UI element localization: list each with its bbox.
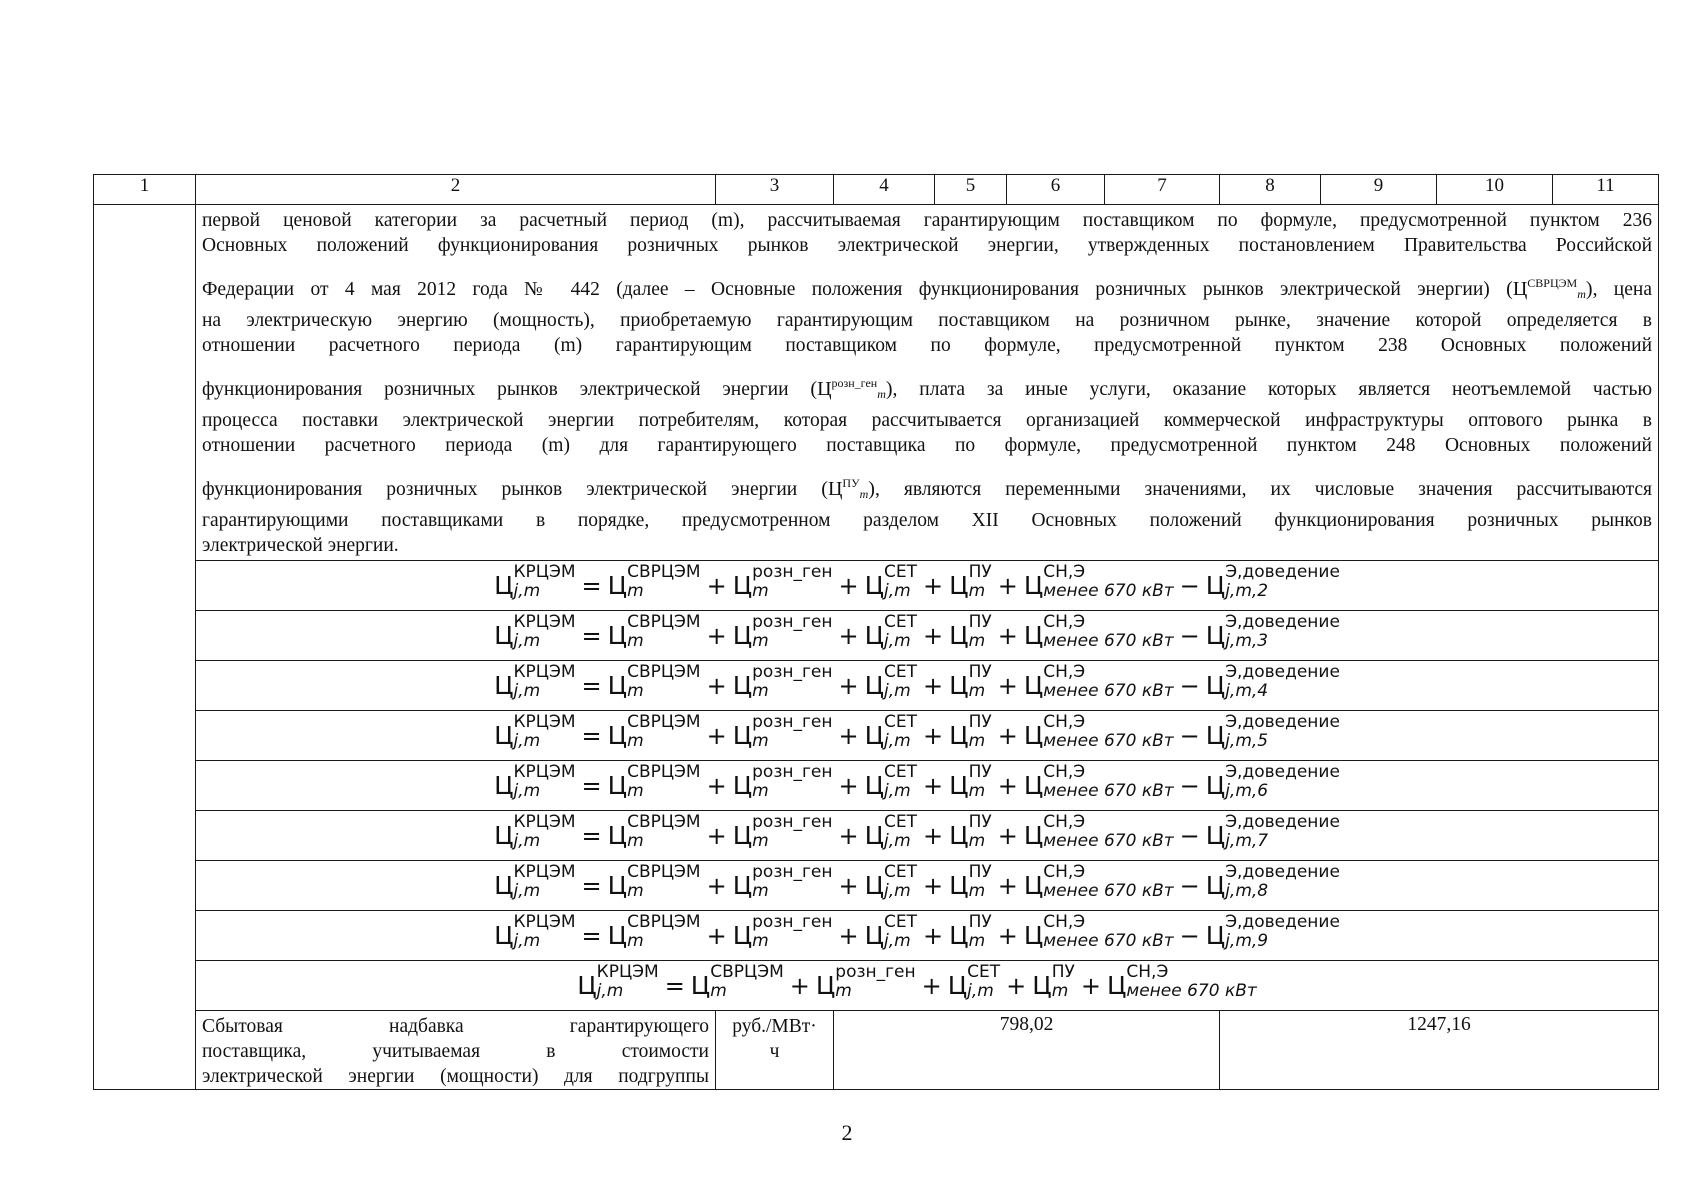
term-krcem: Ц КРЦЭМ j,m bbox=[494, 661, 576, 701]
operator: + bbox=[997, 571, 1018, 600]
markup-row bbox=[94, 1011, 1659, 1090]
main-table bbox=[93, 174, 1659, 1090]
col-header-2: 2 bbox=[196, 175, 716, 205]
value-cell-1: 798,02 bbox=[834, 1011, 1220, 1090]
operator: − bbox=[1179, 721, 1200, 750]
formula-row bbox=[94, 811, 1659, 861]
term-pu: Ц ПУ m bbox=[949, 761, 992, 801]
operator: − bbox=[1179, 571, 1200, 600]
col-header-6: 6 bbox=[1007, 175, 1105, 205]
operator: + bbox=[838, 821, 859, 850]
term-set: Ц СЕТ j,m bbox=[864, 711, 918, 751]
operator: + bbox=[923, 821, 944, 850]
operator: + bbox=[706, 671, 727, 700]
term-krcem: Ц КРЦЭМ j,m bbox=[494, 811, 576, 851]
formula-cell bbox=[196, 561, 1659, 611]
term-pu: Ц ПУ m bbox=[949, 611, 992, 651]
operator: + bbox=[923, 771, 944, 800]
term-krcem: Ц КРЦЭМ j,m bbox=[494, 711, 576, 751]
operator: = bbox=[581, 871, 602, 900]
operator: + bbox=[838, 921, 859, 950]
price-symbol-rozn-gen: $(Ц^{розн\_ген}_m)$ bbox=[810, 376, 893, 401]
operator: + bbox=[1006, 971, 1027, 1000]
term-dovedenie: Ц Э,доведение j,m,5 bbox=[1205, 711, 1340, 751]
term-rozn-gen: Ц розн_ген m bbox=[732, 561, 833, 601]
operator: + bbox=[923, 621, 944, 650]
operator: = bbox=[581, 721, 602, 750]
operator: + bbox=[706, 621, 727, 650]
operator: − bbox=[1179, 821, 1200, 850]
col-header-5: 5 bbox=[935, 175, 1007, 205]
term-dovedenie: Ц Э,доведение j,m,6 bbox=[1205, 761, 1340, 801]
operator: + bbox=[789, 971, 810, 1000]
value-cell-2: 1247,16 bbox=[1220, 1011, 1659, 1090]
term-set: Ц СЕТ j,m bbox=[864, 611, 918, 651]
operator: = bbox=[581, 621, 602, 650]
operator: + bbox=[1080, 971, 1101, 1000]
term-krcem: Ц КРЦЭМ j,m bbox=[577, 961, 659, 1001]
term-pu: Ц ПУ m bbox=[949, 661, 992, 701]
operator: + bbox=[997, 671, 1018, 700]
term-dovedenie: Ц Э,доведение j,m,8 bbox=[1205, 861, 1340, 901]
formula bbox=[494, 911, 1340, 951]
term-set: Ц СЕТ j,m bbox=[864, 661, 918, 701]
formula-cell bbox=[196, 611, 1659, 661]
markup-label: Сбытовая надбавка гарантирующего поставщика, учитываемая в стоимости электрической энергии (мощности) для подгруппы bbox=[196, 1011, 716, 1090]
term-svrcem: Ц СВРЦЭМ m bbox=[690, 961, 784, 1001]
page-number: 2 bbox=[841, 1120, 853, 1145]
formula-cell bbox=[196, 811, 1659, 861]
operator: + bbox=[923, 871, 944, 900]
operator: + bbox=[838, 871, 859, 900]
col-header-10: 10 bbox=[1437, 175, 1553, 205]
operator: − bbox=[1179, 871, 1200, 900]
formula bbox=[494, 711, 1340, 751]
operator: + bbox=[706, 821, 727, 850]
col-header-8: 8 bbox=[1220, 175, 1321, 205]
operator: + bbox=[997, 921, 1018, 950]
text-line: процесса поставки электрической энергии потребителям, которая рассчитывается организацией коммерческой инфраструктуры оптового рынка в bbox=[202, 410, 1652, 431]
term-sn: Ц СН,Э менее 670 кВт bbox=[1106, 961, 1257, 1001]
operator: + bbox=[923, 721, 944, 750]
operator: + bbox=[921, 971, 942, 1000]
term-pu: Ц ПУ m bbox=[949, 811, 992, 851]
formula-cell bbox=[196, 961, 1659, 1011]
term-dovedenie: Ц Э,доведение j,m,4 bbox=[1205, 661, 1340, 701]
operator: = bbox=[581, 921, 602, 950]
formula bbox=[494, 661, 1340, 701]
formula-row-final bbox=[94, 961, 1659, 1011]
operator: + bbox=[838, 621, 859, 650]
text-line: гарантирующими поставщиками в порядке, предусмотренном разделом XII Основных положений функционирования розничных рынков bbox=[202, 510, 1652, 531]
term-svrcem: Ц СВРЦЭМ m bbox=[607, 611, 701, 651]
term-krcem: Ц КРЦЭМ j,m bbox=[494, 911, 576, 951]
operator: − bbox=[1179, 671, 1200, 700]
text-line: электрической энергии. bbox=[202, 534, 399, 556]
term-sn: Ц СН,Э менее 670 кВт bbox=[1023, 661, 1174, 701]
term-rozn-gen: Ц розн_ген m bbox=[732, 861, 833, 901]
operator: + bbox=[997, 721, 1018, 750]
operator: = bbox=[581, 571, 602, 600]
operator: + bbox=[838, 771, 859, 800]
term-krcem: Ц КРЦЭМ j,m bbox=[494, 611, 576, 651]
operator: + bbox=[838, 571, 859, 600]
operator: + bbox=[706, 921, 727, 950]
text-line: Основных положений функционирования розничных рынков электрической энергии, утвержденных постановлением Правительства Российской bbox=[202, 234, 1652, 256]
term-rozn-gen: Ц розн_ген m bbox=[732, 661, 833, 701]
operator: + bbox=[997, 771, 1018, 800]
term-svrcem: Ц СВРЦЭМ m bbox=[607, 561, 701, 601]
formula-row bbox=[94, 661, 1659, 711]
operator: − bbox=[1179, 921, 1200, 950]
term-rozn-gen: Ц розн_ген m bbox=[732, 911, 833, 951]
text-line: первой ценовой категории за расчетный период (m), рассчитываемая гарантирующим поставщиком по формуле, предусмотренной пунктом 236 bbox=[202, 210, 1652, 231]
term-svrcem: Ц СВРЦЭМ m bbox=[607, 711, 701, 751]
term-pu: Ц ПУ m bbox=[949, 861, 992, 901]
formula-row bbox=[94, 611, 1659, 661]
term-set: Ц СЕТ j,m bbox=[864, 811, 918, 851]
term-svrcem: Ц СВРЦЭМ m bbox=[607, 861, 701, 901]
formula-row bbox=[94, 911, 1659, 961]
formula bbox=[494, 861, 1340, 901]
formula-row bbox=[94, 861, 1659, 911]
term-svrcem: Ц СВРЦЭМ m bbox=[607, 661, 701, 701]
term-set: Ц СЕТ j,m bbox=[947, 961, 1001, 1001]
col-header-9: 9 bbox=[1321, 175, 1437, 205]
header-row bbox=[94, 175, 1659, 205]
term-svrcem: Ц СВРЦЭМ m bbox=[607, 811, 701, 851]
text-line: отношении расчетного периода (m) для гарантирующего поставщика по формуле, предусмотренной пунктом 248 Основных положений bbox=[202, 434, 1652, 456]
term-krcem: Ц КРЦЭМ j,m bbox=[494, 561, 576, 601]
term-svrcem: Ц СВРЦЭМ m bbox=[607, 911, 701, 951]
operator: + bbox=[923, 571, 944, 600]
term-set: Ц СЕТ j,m bbox=[864, 561, 918, 601]
formula-cell bbox=[196, 911, 1659, 961]
term-sn: Ц СН,Э менее 670 кВт bbox=[1023, 861, 1174, 901]
formula-cell bbox=[196, 711, 1659, 761]
operator: + bbox=[838, 721, 859, 750]
formula bbox=[494, 761, 1340, 801]
term-rozn-gen: Ц розн_ген m bbox=[732, 611, 833, 651]
first-column-cell bbox=[94, 205, 196, 1090]
term-pu: Ц ПУ m bbox=[949, 711, 992, 751]
term-sn: Ц СН,Э менее 670 кВт bbox=[1023, 761, 1174, 801]
formula-row bbox=[94, 761, 1659, 811]
formula bbox=[494, 561, 1340, 601]
operator: − bbox=[1179, 621, 1200, 650]
formula bbox=[494, 811, 1340, 851]
operator: + bbox=[923, 671, 944, 700]
term-rozn-gen: Ц розн_ген m bbox=[732, 761, 833, 801]
formula-row bbox=[94, 711, 1659, 761]
operator: + bbox=[706, 871, 727, 900]
col-header-4: 4 bbox=[834, 175, 935, 205]
text-line: функционирования розничных рынков электрической энергии $(Ц^{розн\_ген}_m)$, плата за иные услуги, оказание которых является неотъемлемой частью bbox=[202, 376, 1653, 401]
operator: = bbox=[664, 971, 685, 1000]
col-header-1: 1 bbox=[94, 175, 196, 205]
operator: + bbox=[997, 871, 1018, 900]
term-dovedenie: Ц Э,доведение j,m,2 bbox=[1205, 561, 1340, 601]
col-header-3: 3 bbox=[716, 175, 834, 205]
operator: + bbox=[706, 771, 727, 800]
term-rozn-gen: Ц розн_ген m bbox=[815, 961, 916, 1001]
term-sn: Ц СН,Э менее 670 кВт bbox=[1023, 811, 1174, 851]
text-line: Федерации от 4 мая 2012 года № 442 (далее – Основные положения функционирования розничных рынков электрической энергии) $(Ц^{СВРЦЭМ}_m)$, цена bbox=[202, 276, 1652, 301]
term-sn: Ц СН,Э менее 670 кВт bbox=[1023, 611, 1174, 651]
text-line: отношении расчетного периода (m) гарантирующим поставщиком по формуле, предусмотренной пунктом 238 Основных положений bbox=[202, 334, 1652, 356]
operator: = bbox=[581, 671, 602, 700]
term-pu: Ц ПУ m bbox=[1032, 961, 1075, 1001]
formula bbox=[577, 961, 1257, 1001]
text-line: функционирования розничных рынков электрической энергии $(Ц^{ПУ}_m)$, являются переменными значениями, их числовые значения рассчитываются bbox=[202, 476, 1652, 501]
formula-cell bbox=[196, 761, 1659, 811]
unit-cell: руб./МВт· ч bbox=[716, 1011, 834, 1090]
term-rozn-gen: Ц розн_ген m bbox=[732, 711, 833, 751]
operator: + bbox=[838, 671, 859, 700]
term-svrcem: Ц СВРЦЭМ m bbox=[607, 761, 701, 801]
term-dovedenie: Ц Э,доведение j,m,3 bbox=[1205, 611, 1340, 651]
formula-row bbox=[94, 561, 1659, 611]
operator: + bbox=[706, 721, 727, 750]
term-sn: Ц СН,Э менее 670 кВт bbox=[1023, 911, 1174, 951]
description-text bbox=[196, 205, 1659, 561]
text-line: на электрическую энергию (мощность), приобретаемую гарантирующим поставщиком на розничном рынке, значение которой определяется в bbox=[202, 310, 1652, 331]
term-pu: Ц ПУ m bbox=[949, 911, 992, 951]
col-header-11: 11 bbox=[1553, 175, 1659, 205]
operator: = bbox=[581, 771, 602, 800]
operator: + bbox=[706, 571, 727, 600]
term-dovedenie: Ц Э,доведение j,m,9 bbox=[1205, 911, 1340, 951]
term-sn: Ц СН,Э менее 670 кВт bbox=[1023, 711, 1174, 751]
term-set: Ц СЕТ j,m bbox=[864, 761, 918, 801]
formula-cell bbox=[196, 661, 1659, 711]
term-rozn-gen: Ц розн_ген m bbox=[732, 811, 833, 851]
text-row bbox=[94, 205, 1659, 561]
price-symbol-pu: $(Ц^{ПУ}_m)$ bbox=[821, 476, 875, 501]
operator: + bbox=[997, 821, 1018, 850]
operator: − bbox=[1179, 771, 1200, 800]
term-krcem: Ц КРЦЭМ j,m bbox=[494, 761, 576, 801]
operator: + bbox=[997, 621, 1018, 650]
operator: = bbox=[581, 821, 602, 850]
term-set: Ц СЕТ j,m bbox=[864, 911, 918, 951]
operator: + bbox=[923, 921, 944, 950]
col-header-7: 7 bbox=[1105, 175, 1220, 205]
formula-cell bbox=[196, 861, 1659, 911]
term-dovedenie: Ц Э,доведение j,m,7 bbox=[1205, 811, 1340, 851]
formula bbox=[494, 611, 1340, 651]
price-symbol-svrcem: $(Ц^{СВРЦЭМ}_m)$ bbox=[1506, 276, 1593, 301]
term-pu: Ц ПУ m bbox=[949, 561, 992, 601]
term-sn: Ц СН,Э менее 670 кВт bbox=[1023, 561, 1174, 601]
term-krcem: Ц КРЦЭМ j,m bbox=[494, 861, 576, 901]
term-set: Ц СЕТ j,m bbox=[864, 861, 918, 901]
